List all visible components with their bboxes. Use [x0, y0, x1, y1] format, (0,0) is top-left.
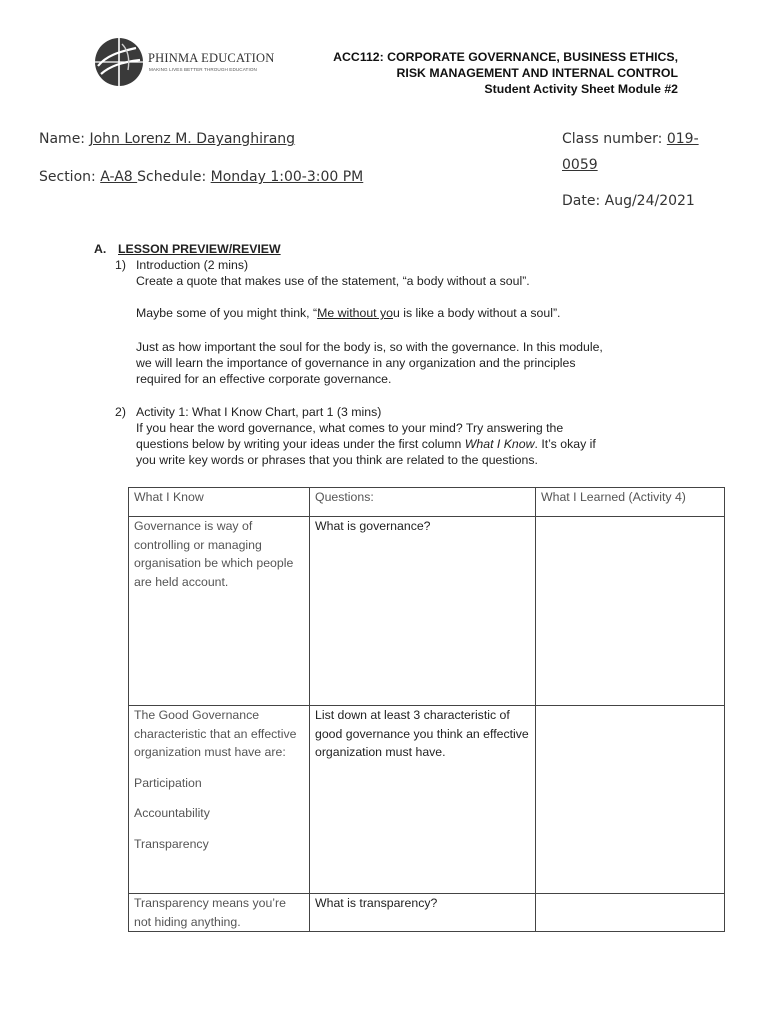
item-1-title: Introduction (2 mins) — [136, 258, 249, 272]
know-2-item-3: Transparency — [134, 836, 209, 851]
item-2-title: Activity 1: What I Know Chart, part 1 (3 mins) — [136, 405, 382, 419]
section-row — [39, 169, 363, 185]
class-number-value-1: 019- — [666, 131, 699, 147]
table-row — [129, 894, 725, 932]
know-2-item-1: Participation — [134, 775, 202, 790]
item-2-number: 2) — [115, 405, 126, 419]
know-2-item-2: Accountability — [134, 806, 210, 820]
schedule-label: Schedule: — [137, 169, 211, 185]
header-what-i-learned: What I Learned (Activity 4) — [536, 488, 725, 517]
item-1-paragraph-line-1: Just as how important the soul for the body is, so with the governance. In this module, — [136, 340, 603, 354]
item-2-column-name: What I Know — [464, 437, 535, 451]
sheet-title: Student Activity Sheet Module #2 — [484, 82, 678, 96]
table-row — [129, 517, 725, 706]
cell-question-3: What is transparency? — [310, 894, 536, 932]
class-number-value-2: 0059 — [562, 157, 598, 173]
section-label: Section: — [39, 169, 101, 185]
item-2-line-1: If you hear the word governance, what comes to your mind? Try answering the — [136, 421, 564, 435]
cell-know-3: Transparency means you’re not hiding anything. — [129, 894, 310, 932]
schedule-value: Monday 1:00-3:00 PM — [210, 169, 364, 185]
header-what-i-know: What I Know — [129, 488, 310, 517]
item-1-paragraph-line-2: we will learn the importance of governance in any organization and the principles — [136, 356, 576, 370]
course-title-line-2: RISK MANAGEMENT AND INTERNAL CONTROL — [396, 66, 678, 80]
section-value: A-A8 — [100, 169, 138, 185]
section-a-heading: LESSON PREVIEW/REVIEW — [118, 242, 281, 256]
item-2-line-2-pre: questions below by writing your ideas under the first column — [136, 437, 465, 451]
quote-post: u is like a body without a soul”. — [393, 306, 561, 320]
cell-know-1: Governance is way of controlling or managing organisation be which people are held account. — [129, 517, 310, 706]
section-a-marker: A. — [94, 242, 107, 256]
cell-learned-3[interactable] — [536, 894, 725, 932]
student-name: John Lorenz M. Dayanghirang — [89, 131, 296, 147]
cell-question-1: What is governance? — [310, 517, 536, 706]
item-2-line-2 — [136, 436, 596, 452]
course-title-line-1: ACC112: CORPORATE GOVERNANCE, BUSINESS ETHICS, — [333, 50, 678, 64]
item-1-paragraph-line-3: required for an effective corporate governance. — [136, 372, 392, 386]
know-2-lead: The Good Governance characteristic that an effective organization must have are: — [134, 708, 297, 759]
item-1-number: 1) — [115, 258, 126, 272]
quote-underlined: Me without yo — [317, 306, 393, 320]
table-row — [129, 706, 725, 894]
table-header-row — [129, 488, 725, 517]
cell-know-2 — [129, 706, 310, 894]
phinma-logo — [92, 36, 275, 88]
header-questions: Questions: — [310, 488, 536, 517]
cell-learned-2[interactable] — [536, 706, 725, 894]
item-2-line-2-post: . It’s okay if — [534, 437, 596, 451]
cell-learned-1[interactable] — [536, 517, 725, 706]
name-label: Name: — [39, 131, 90, 147]
class-number-row — [562, 131, 699, 147]
item-1-instruction: Create a quote that makes use of the statement, “a body without a soul”. — [136, 274, 530, 288]
date-field: Date: Aug/24/2021 — [562, 193, 695, 209]
class-number-label: Class number: — [562, 131, 667, 147]
name-row — [39, 131, 295, 147]
phinma-globe-logo-icon — [92, 36, 146, 88]
item-1-quote — [136, 305, 560, 321]
cell-question-2: List down at least 3 characteristic of good governance you think an effective organization must have. — [310, 706, 536, 894]
logo-brand-text: PHINMA EDUCATION — [148, 51, 275, 65]
item-2-line-3: you write key words or phrases that you think are related to the questions. — [136, 453, 538, 467]
logo-tagline: MAKING LIVES BETTER THROUGH EDUCATION — [149, 67, 257, 72]
quote-pre: Maybe some of you might think, “ — [136, 306, 318, 320]
what-i-know-chart — [128, 487, 725, 932]
